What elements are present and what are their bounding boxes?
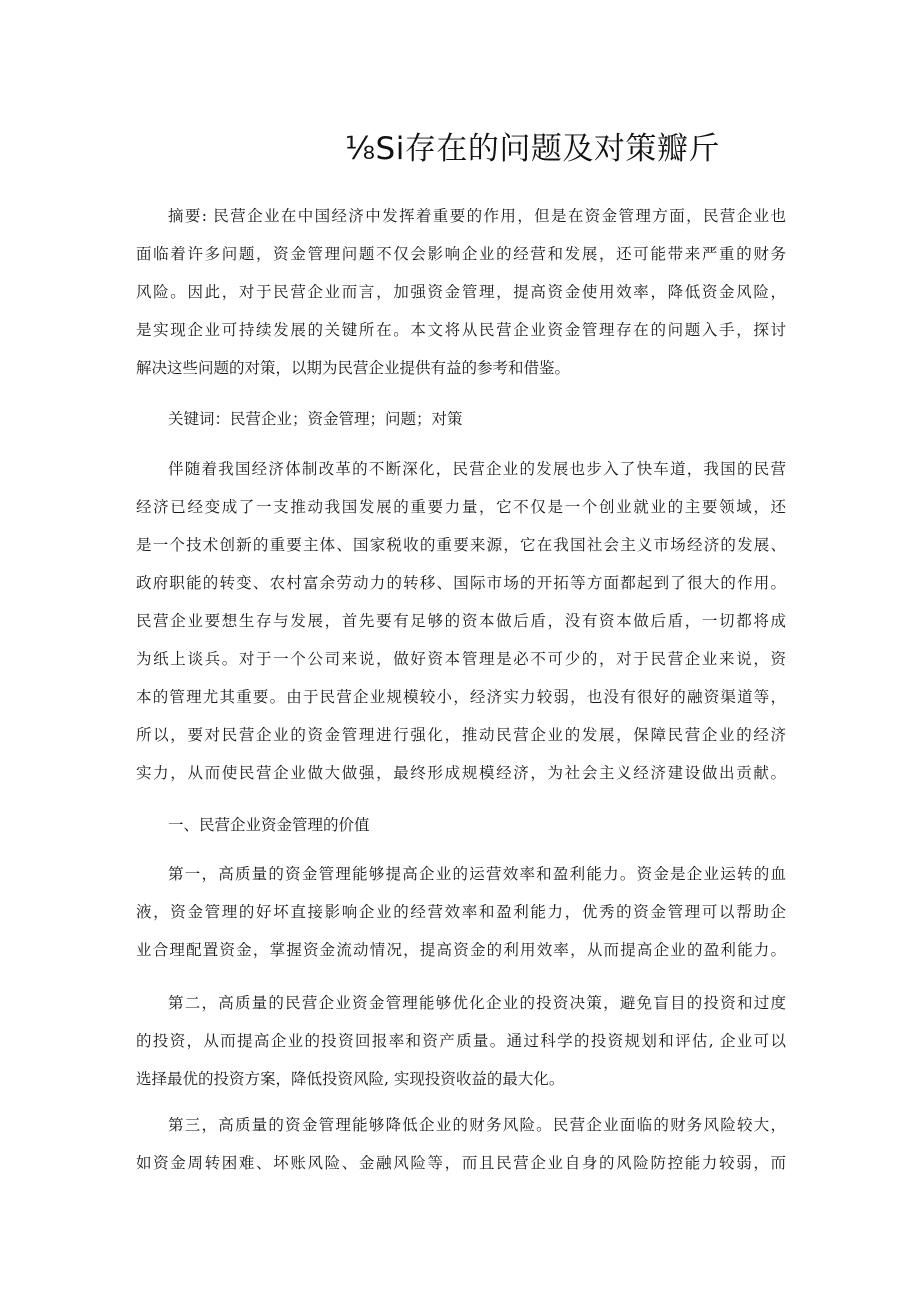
paragraph-3	[136, 1106, 786, 1182]
intro-line: 本的管理尤其重要。由于民营企业规模较小，经济实力较弱，也没有很好的融资渠道等，	[136, 688, 786, 706]
paragraph-1	[136, 855, 786, 969]
intro-line: 是一个技术创新的重要主体、国家税收的重要来源，它在我国社会主义市场经济的发展、	[136, 536, 786, 554]
intro-line: 为纸上谈兵。对于一个公司来说，做好资本管理是必不可少的，对于民营企业来说，资	[136, 650, 786, 668]
abstract-paragraph	[136, 197, 786, 387]
intro-line: 民营企业要想生存与发展，首先要有足够的资本做后盾，没有资本做后盾，一切都将成	[136, 612, 786, 630]
intro-paragraph	[136, 450, 786, 792]
abstract-line: 解决这些问题的对策，以期为民营企业提供有益的参考和借鉴。	[136, 359, 571, 377]
abstract-line: 风险。因此，对于民营企业而言，加强资金管理，提高资金使用效率，降低资金风险，	[136, 283, 786, 301]
intro-line: 所以，要对民营企业的资金管理进行强化，推动民营企业的发展，保障民营企业的经济	[136, 726, 786, 744]
paragraph-2	[136, 984, 786, 1098]
intro-line: 经济已经变成了一支推动我国发展的重要力量，它不仅是一个创业就业的主要领域，还	[136, 498, 786, 516]
paragraph-line: 业合理配置资金，掌握资金流动情况，提高资金的利用效率，从而提高企业的盈利能力。	[136, 941, 786, 959]
intro-line: 实力，从而使民营企业做大做强，最终形成规模经济，为社会主义经济建设做出贡献。	[136, 764, 786, 782]
paragraph-line: 第三，高质量的资金管理能够降低企业的财务风险。民营企业面临的财务风险较大，	[168, 1116, 786, 1134]
intro-line: 政府职能的转变、农村富余劳动力的转移、国际市场的开拓等方面都起到了很大的作用。	[136, 574, 786, 592]
intro-line: 伴随着我国经济体制改革的不断深化，民营企业的发展也步入了快车道，我国的民营	[168, 460, 786, 478]
paragraph-line: 选择最优的投资方案，降低投资风险, 实现投资收益的最大化。	[136, 1070, 565, 1088]
abstract-line: 是实现企业可持续发展的关键所在。本文将从民营企业资金管理存在的问题入手，探讨	[136, 321, 786, 339]
abstract-line: 摘要: 民营企业在中国经济中发挥着重要的作用，但是在资金管理方面，民营企业也	[168, 207, 786, 225]
paragraph-line: 的投资，从而提高企业的投资回报率和资产质量。通过科学的投资规划和评估, 企业可以	[136, 1032, 786, 1050]
document-title-text: ⅛Si存在的问题及对策瓣斤	[345, 131, 720, 167]
document-title	[0, 124, 920, 174]
paragraph-line: 液，资金管理的好坏直接影响企业的经营效率和盈利能力，优秀的资金管理可以帮助企	[136, 903, 786, 921]
paragraph-line: 第二，高质量的民营企业资金管理能够优化企业的投资决策，避免盲目的投资和过度	[168, 994, 786, 1012]
paragraph-line: 第一，高质量的资金管理能够提高企业的运营效率和盈利能力。资金是企业运转的血	[168, 865, 786, 883]
section-heading: 一、民营企业资金管理的价值	[168, 816, 370, 834]
abstract-line: 面临着许多问题，资金管理问题不仅会影响企业的经营和发展，还可能带来严重的财务	[136, 245, 786, 263]
paragraph-line: 如资金周转困难、坏账风险、金融风险等，而且民营企业自身的风险防控能力较弱，而	[136, 1154, 786, 1172]
keywords-line: 关键词：民营企业；资金管理；问题；对策	[168, 410, 463, 428]
